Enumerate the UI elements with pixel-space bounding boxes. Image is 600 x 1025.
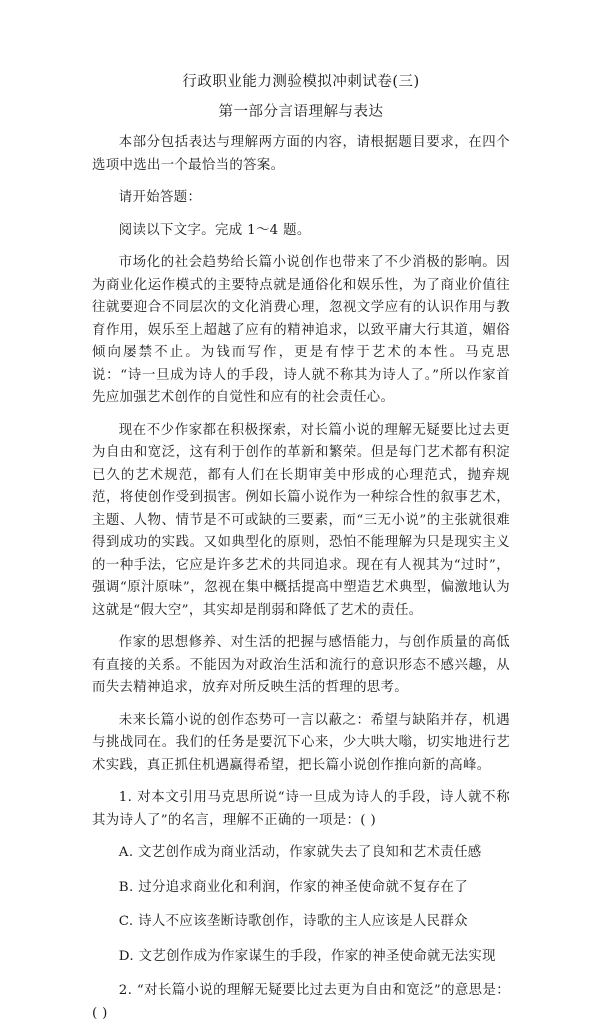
- passage-paragraph: 未来长篇小说的创作态势可一言以蔽之：希望与缺陷并存，机遇与挑战同在。我们的任务是要沉下心来，少大哄大嗡，切实地进行艺术实践，真正抓住机遇赢得希望，把长篇小说创作推向新的高峰。: [92, 712, 510, 773]
- section-title: 第一部分言语理解与表达: [218, 104, 384, 120]
- question-1-option-a[interactable]: A. 文艺创作成为商业活动，作家就失去了良知和艺术责任感: [118, 845, 482, 860]
- reading-instruction: 阅读以下文字。完成 1～4 题。: [118, 222, 311, 238]
- start-prompt: 请开始答题：: [118, 190, 202, 205]
- question-1-stem: 1. 对本文引用马克思所说“诗一旦成为诗人的手段，诗人就不称其为诗人了”的名言，理解不正确的一项是：( ): [92, 790, 510, 828]
- section-intro: 本部分包括表达与理解两方面的内容，请根据题目要求，在四个选项中选出一个最恰当的答案。: [92, 135, 510, 173]
- question-1-option-c[interactable]: C. 诗人不应该垄断诗歌创作，诗歌的主人应该是人民群众: [118, 914, 468, 929]
- question-2-stem: 2. “对长篇小说的理解无疑要比过去更为自由和宽泛”的意思是：( ): [92, 983, 510, 1021]
- passage-paragraph: 现在不少作家都在积极探索，对长篇小说的理解无疑要比过去更为自由和宽泛，这有利于创作的革新和繁荣。但是每门艺术都有积淀已久的艺术规范，都有人们在长期审美中形成的心理范式，抛弃规范，将使创作受到损害。例如长篇小说作为一种综合性的叙事艺术，主题、人物、情节是不可或缺的三要素，而“三无小说”的主张就很难得到成功的实践。又如典型化的原则，恐怕不能理解为只是现实主义的一种手法，它应是许多艺术的共同追求。现在有人视其为“过时”，强调“原汁原味”，忽视在集中概括提高中塑造艺术典型，偏激地认为这就是“假大空”，其实却是削弱和降低了艺术的责任。: [92, 422, 510, 618]
- passage-paragraph: 作家的思想修养、对生活的把握与感悟能力，与创作质量的高低有直接的关系。不能因为对政治生活和流行的意识形态不感兴趣，从而失去精神追求，放弃对所反映生活的哲理的思考。: [92, 635, 510, 695]
- question-1-option-b[interactable]: B. 过分追求商业化和利润，作家的神圣使命就不复存在了: [118, 879, 468, 895]
- exam-title: 行政职业能力测验模拟冲刺试卷(三): [182, 74, 420, 90]
- passage-paragraph: 市场化的社会趋势给长篇小说创作也带来了不少消极的影响。因为商业化运作模式的主要特点就是通俗化和娱乐性，为了商业价值往往就要迎合不同层次的文化消费心理，忽视文学应有的认识作用与教育作用，娱乐至上超越了应有的精神追求，以致平庸大行其道，媚俗倾向屡禁不止。为钱而写作，更是有悖于艺术的本性。马克思说：“诗一旦成为诗人的手段，诗人就不称其为诗人了。”所以作家首先应加强艺术创作的自觉性和应有的社会责任心。: [92, 255, 510, 405]
- question-1-option-d[interactable]: D. 文艺创作成为作家谋生的手段，作家的神圣使命就无法实现: [118, 948, 496, 964]
